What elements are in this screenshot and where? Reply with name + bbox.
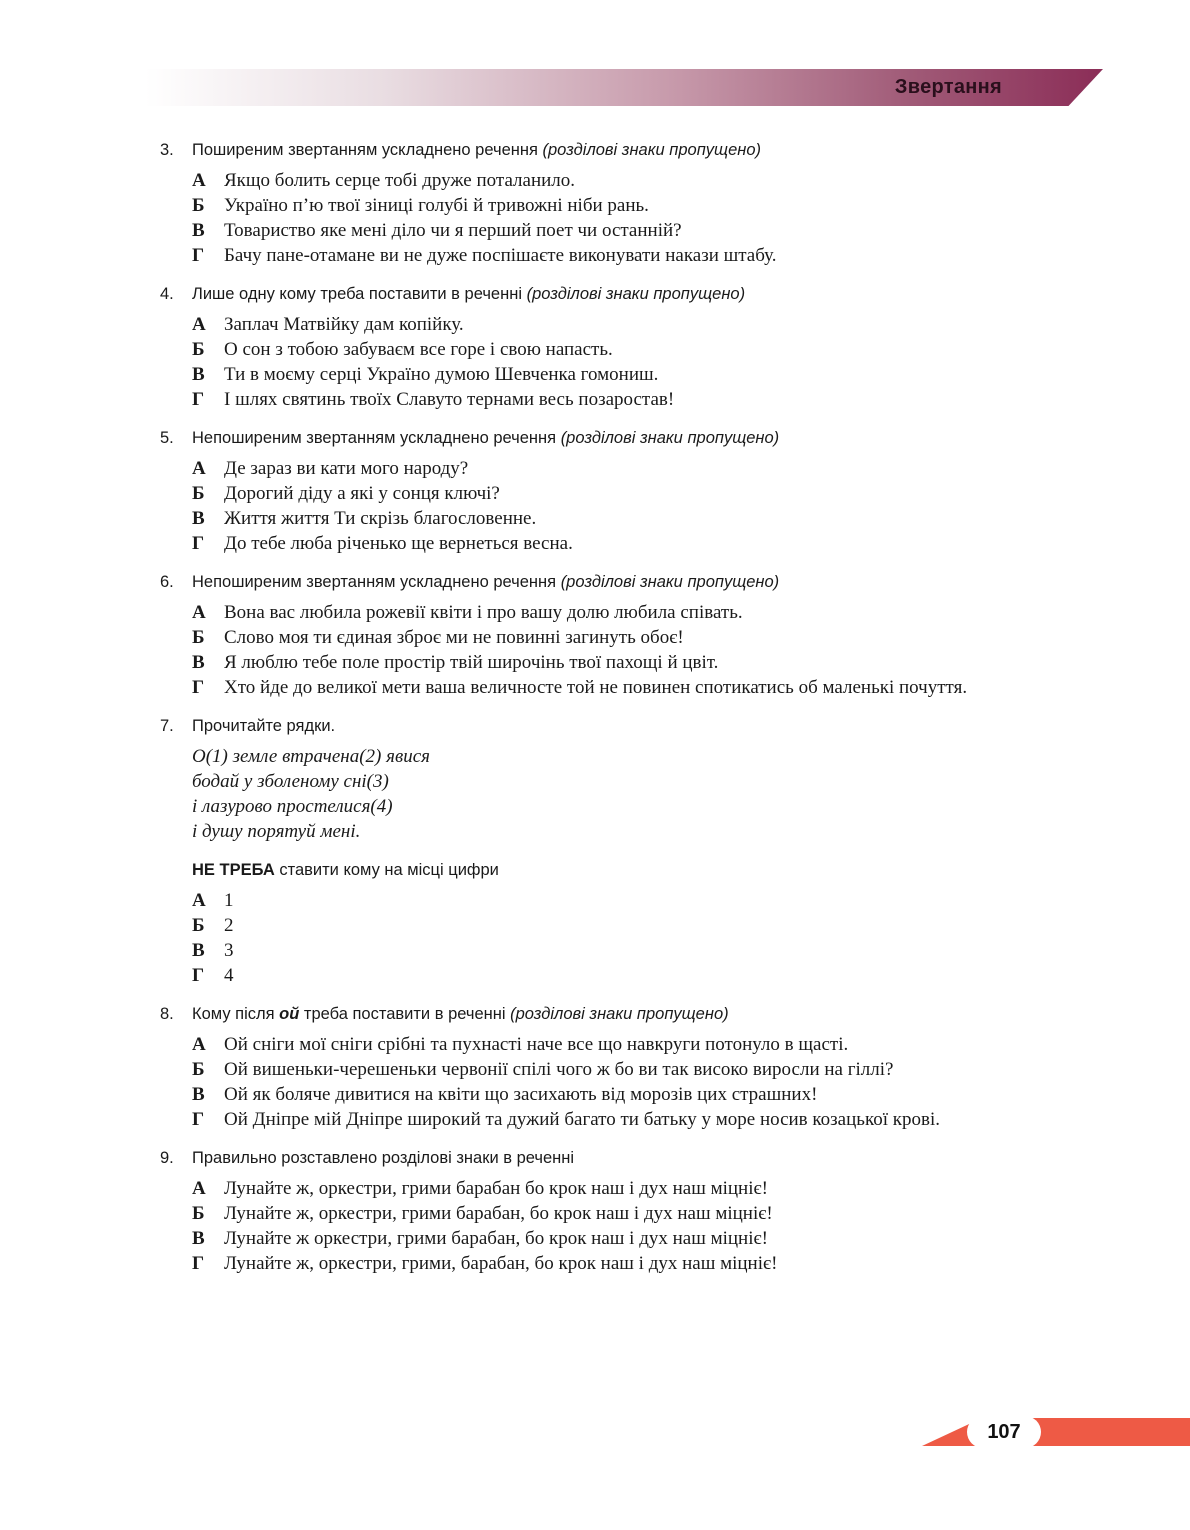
- question-note: (розділові знаки пропущено): [510, 1005, 729, 1023]
- question-emphasis: ой: [279, 1005, 300, 1023]
- answer-option[interactable]: [192, 337, 1020, 362]
- answer-option[interactable]: [192, 625, 1020, 650]
- answer-option[interactable]: [192, 1107, 1020, 1132]
- answer-option[interactable]: [192, 1201, 1020, 1226]
- answer-letter: Б: [192, 915, 205, 936]
- answer-option[interactable]: [192, 600, 1020, 625]
- answer-letter: В: [192, 940, 205, 961]
- answer-text: Життя життя Ти скрізь благословенне.: [224, 508, 537, 529]
- question-5: [160, 426, 1020, 556]
- answer-option[interactable]: [192, 1226, 1020, 1251]
- answer-text: Товариство яке мені діло чи я перший поет чи останній?: [224, 220, 682, 241]
- answer-option[interactable]: [192, 218, 1020, 243]
- answer-option[interactable]: [192, 963, 1020, 988]
- answer-option[interactable]: [192, 168, 1020, 193]
- answer-text: 3: [224, 940, 234, 961]
- answer-option[interactable]: [192, 531, 1020, 556]
- answer-letter: Г: [192, 1109, 205, 1130]
- answer-letter: А: [192, 602, 206, 623]
- answer-option[interactable]: [192, 913, 1020, 938]
- question-text: Непоширеним звертанням ускладнено речення: [192, 573, 557, 591]
- answer-letter: Г: [192, 389, 205, 410]
- answer-option[interactable]: [192, 362, 1020, 387]
- question-note: (розділові знаки пропущено): [560, 429, 780, 447]
- answer-letter: Б: [192, 627, 205, 648]
- answer-option[interactable]: [192, 675, 1020, 700]
- answer-text: Україно п’ю твої зіниці голубі й тривожні ніби рань.: [224, 195, 649, 216]
- answer-letter: А: [192, 314, 206, 335]
- question-number: 3.: [160, 141, 174, 159]
- instruction-text: ставити кому на місці цифри: [274, 861, 499, 879]
- answer-letter: В: [192, 652, 205, 673]
- answer-option[interactable]: [192, 193, 1020, 218]
- answer-text: Дорогий діду а які у сонця ключі?: [224, 483, 500, 504]
- answer-letter: Г: [192, 533, 205, 554]
- answer-letter: А: [192, 1178, 206, 1199]
- question-9: [160, 1146, 1020, 1276]
- question-text: Прочитайте рядки.: [192, 717, 336, 735]
- question-number: 9.: [160, 1149, 174, 1167]
- answer-text: Хто йде до великої мети ваша величносте той не повинен спотикатись об маленькі почуття.: [224, 677, 968, 698]
- footer-accent-right: [1024, 1418, 1190, 1446]
- answer-text: Я люблю тебе поле простір твій широчінь твої пахощі й цвіт.: [224, 652, 719, 673]
- answer-option[interactable]: [192, 1057, 1020, 1082]
- answer-text: О сон з тобою забуваєм все горе і свою напасть.: [224, 339, 613, 360]
- question-8: [160, 1002, 1020, 1132]
- answer-text: Ой сніги мої сніги срібні та пухнасті наче все що навкруги потонуло в щасті.: [224, 1034, 849, 1055]
- answer-letter: Б: [192, 483, 205, 504]
- answer-option[interactable]: [192, 312, 1020, 337]
- answer-letter: В: [192, 364, 205, 385]
- answer-letter: В: [192, 220, 205, 241]
- answer-text: Ой вишеньки-черешеньки червонії спілі чого ж бо ви так високо виросли на гіллі?: [224, 1059, 894, 1080]
- answer-text: 4: [224, 965, 234, 986]
- answer-text: Лунайте ж, оркестри, грими барабан, бо крок наш і дух наш міцніє!: [224, 1203, 773, 1224]
- answer-text: Заплач Матвійку дам копійку.: [224, 314, 464, 335]
- answer-letter: Б: [192, 1203, 205, 1224]
- answer-letter: Б: [192, 339, 205, 360]
- question-note: (розділові знаки пропущено): [526, 285, 746, 303]
- answer-option[interactable]: [192, 506, 1020, 531]
- question-3: [160, 138, 1020, 268]
- answer-option[interactable]: [192, 481, 1020, 506]
- answer-text: Ой як боляче дивитися на квіти що засихають від морозів цих страшних!: [224, 1084, 818, 1105]
- question-7: [160, 714, 1020, 988]
- answer-letter: А: [192, 890, 206, 911]
- question-instruction: [192, 858, 1020, 882]
- question-number: 8.: [160, 1005, 174, 1023]
- answer-text: 1: [224, 890, 234, 911]
- question-text: Правильно розставлено розділові знаки в реченні: [192, 1149, 575, 1167]
- answer-text: Слово моя ти єдиная зброє ми не повинні загинуть обоє!: [224, 627, 684, 648]
- question-number: 6.: [160, 573, 174, 591]
- question-text: Непоширеним звертанням ускладнено речення: [192, 429, 557, 447]
- question-number: 4.: [160, 285, 174, 303]
- answer-option[interactable]: [192, 243, 1020, 268]
- answer-letter: Г: [192, 677, 205, 698]
- answer-text: Бачу пане-отамане ви не дуже поспішаєте виконувати накази штабу.: [224, 245, 777, 266]
- question-number: 7.: [160, 717, 174, 735]
- answer-option[interactable]: [192, 1032, 1020, 1057]
- answer-letter: В: [192, 508, 205, 529]
- poem-line: О(1) земле втрачена(2) явися: [192, 746, 430, 767]
- answer-text: І шлях святинь твоїх Славуто тернами весь позаростав!: [224, 389, 675, 410]
- answer-text: Якщо болить серце тобі друже поталанило.: [224, 170, 576, 191]
- answer-letter: Г: [192, 245, 205, 266]
- question-text: Поширеним звертанням ускладнено речення: [192, 141, 538, 159]
- answer-letter: А: [192, 1034, 206, 1055]
- question-text: Лише одну кому треба поставити в реченні: [192, 285, 522, 303]
- answer-letter: Б: [192, 1059, 205, 1080]
- question-note: (розділові знаки пропущено): [560, 573, 780, 591]
- answer-text: Де зараз ви кати мого народу?: [224, 458, 469, 479]
- instruction-emphasis: НЕ ТРЕБА: [192, 861, 275, 879]
- poem-line: і лазурово простелися(4): [192, 796, 393, 817]
- answer-option[interactable]: [192, 456, 1020, 481]
- answer-option[interactable]: [192, 1176, 1020, 1201]
- poem-line: бодай у зболеному сні(3): [192, 771, 389, 792]
- answer-option[interactable]: [192, 650, 1020, 675]
- answer-option[interactable]: [192, 888, 1020, 913]
- answer-letter: В: [192, 1084, 205, 1105]
- question-text: Кому після: [192, 1005, 280, 1023]
- answer-option[interactable]: [192, 387, 1020, 412]
- answer-letter: Г: [192, 965, 205, 986]
- answer-text: Лунайте ж, оркестри, грими барабан бо крок наш і дух наш міцніє!: [224, 1178, 768, 1199]
- answer-text: Вона вас любила рожевії квіти і про вашу долю любила співать.: [224, 602, 743, 623]
- poem-excerpt: [192, 744, 1020, 844]
- page-number: 107: [967, 1416, 1041, 1448]
- poem-line: і душу порятуй мені.: [192, 821, 361, 842]
- question-number: 5.: [160, 429, 174, 447]
- question-text: треба поставити в реченні: [299, 1005, 511, 1023]
- answer-text: 2: [224, 915, 234, 936]
- question-4: [160, 282, 1020, 412]
- page-content: [160, 138, 1020, 1290]
- answer-letter: Г: [192, 1253, 205, 1274]
- answer-letter: В: [192, 1228, 205, 1249]
- answer-option[interactable]: [192, 938, 1020, 963]
- answer-letter: А: [192, 170, 206, 191]
- question-note: (розділові знаки пропущено): [542, 141, 762, 159]
- answer-letter: А: [192, 458, 206, 479]
- answer-option[interactable]: [192, 1082, 1020, 1107]
- section-title: Звертання: [894, 76, 1002, 98]
- question-6: [160, 570, 1020, 700]
- answer-text: Лунайте ж оркестри, грими барабан, бо крок наш і дух наш міцніє!: [224, 1228, 768, 1249]
- answer-text: Ой Дніпре мій Дніпре широкий та дужий багато ти батьку у море носив козацької крові.: [224, 1109, 940, 1130]
- answer-text: До тебе люба річенько ще вернеться весна.: [224, 533, 573, 554]
- answer-option[interactable]: [192, 1251, 1020, 1276]
- answer-text: Ти в моєму серці Україно думою Шевченка гомониш.: [224, 364, 659, 385]
- answer-text: Лунайте ж, оркестри, грими, барабан, бо крок наш і дух наш міцніє!: [224, 1253, 778, 1274]
- answer-letter: Б: [192, 195, 205, 216]
